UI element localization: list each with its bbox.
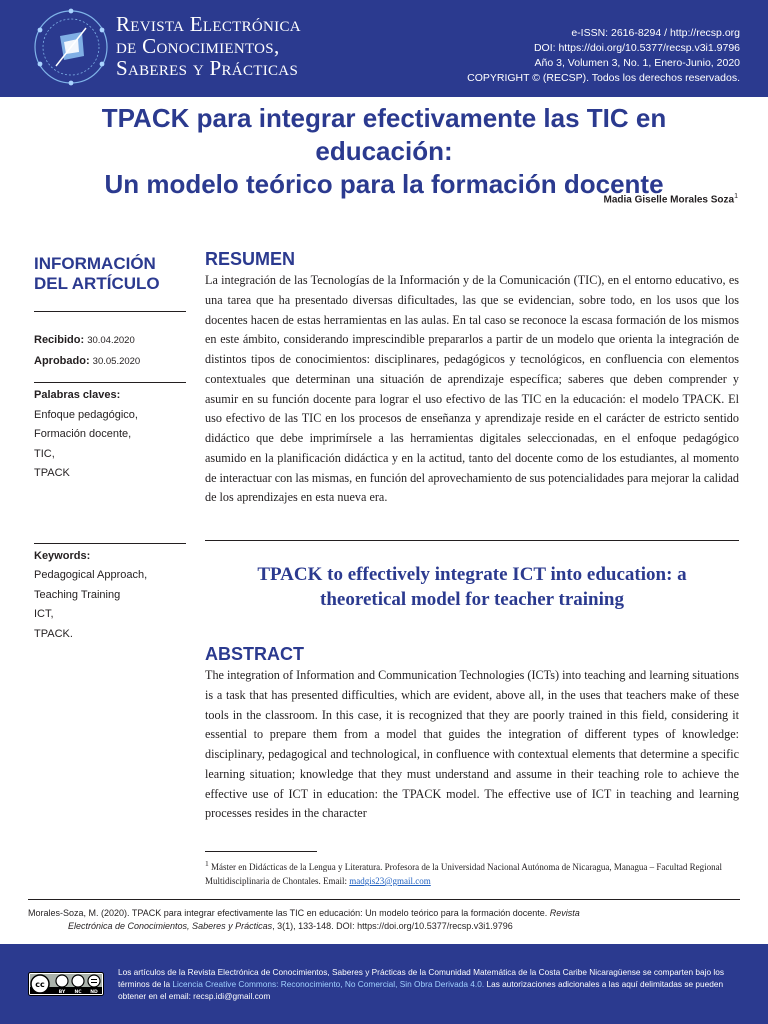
keywords-en-label: Keywords: xyxy=(34,549,91,562)
author-email-link[interactable]: madgis23@gmail.com xyxy=(349,876,431,886)
keyword: Pedagogical Approach, xyxy=(34,569,148,581)
journal-name-line: de Conocimientos, xyxy=(116,34,280,58)
journal-logo-icon xyxy=(30,6,112,88)
english-title-line: theoretical model for teacher training xyxy=(320,589,624,610)
divider xyxy=(205,540,739,541)
footnote-divider xyxy=(205,851,317,852)
citation-text: Morales-Soza, M. (2020). TPACK para integrar efectivamente las TIC en educación: Un modelo teórico para la formación docente. xyxy=(28,908,550,918)
approved-date xyxy=(34,351,186,372)
article-info-sidebar xyxy=(34,254,186,644)
received-value: 30.04.2020 xyxy=(87,335,135,346)
article-info-heading-line: INFORMACIÓN xyxy=(34,254,156,273)
keywords-es xyxy=(34,386,186,484)
article-title xyxy=(30,102,738,201)
keyword: TPACK. xyxy=(34,627,73,640)
divider xyxy=(34,543,186,544)
footnote xyxy=(205,857,739,888)
abstract-paragraph: The integration of Information and Communication Technologies (ICTs) into teaching and learning situations is a task that has presented difficulties, which are evident, above all, in the uses that teachers make of these tools in the classroom. In this case, it is recognized that they are poorly trained in this field, considering it essential to prepare them from a model that guides the integration of different types of knowledge: disciplinary, pedagogical and technological, in confluence with contextual elements that determine a specific learning situation; knowledge that they must understand and assume in their teaching role to achieve the effective use of ICT in education: the TPACK model. The effective use of ICT in teaching and learning processes resides in the character xyxy=(205,668,739,821)
journal-name-line: Revista Electrónica xyxy=(116,12,301,36)
keywords-en xyxy=(34,547,186,645)
approved-value: 30.05.2020 xyxy=(92,356,141,367)
cc-nd-label: ND xyxy=(90,990,98,995)
approved-label: Aprobado: xyxy=(34,355,90,367)
resumen-paragraph: La integración de las Tecnologías de la Información y de la Comunicación (TIC), en el entorno educativo, es una tarea que ha presentado diversas dificultades, las que se evidencian, sobre todo, en los usos que los docentes hacen de estas herramientas en las aulas. En tal caso se reconoce la escasa formación de los mismos en este ámbito, considerando imprescindible prepararlos a partir de un modelo que orienta la integración de distintos tipos de conocimientos: disciplinares, pedagógicos y tecnológicos, en confluencia con elementos contextuales que determinan una situación de aprendizaje específica; saberes que deben comprender y asumir en su función docente para lograr el uso efectivo de las TIC en la educación: el modelo TPACK. El uso efectivo de las TIC en los procesos de enseñanza y aprendizaje reside en el carácter de estricto sentido didáctico que debe imprimírsele a las herramientas digitales seleccionadas, en el enfoque pedagógico asumido en la planificación didáctica y en la actitud, tanto del docente como de los estudiantes, al momento de interactuar con las mismas, en función del aprovechamiento de sus potencialidades para mejorar la calidad de los aprendizajes en esta nueva era. xyxy=(205,273,740,505)
abstract-heading: ABSTRACT xyxy=(205,644,304,664)
cc-by-label: BY xyxy=(58,990,66,995)
issn-line: e-ISSN: 2616-8294 / http://recsp.org xyxy=(571,27,740,39)
citation xyxy=(28,907,740,933)
doi-line: DOI: https://doi.org/10.5377/recsp.v3i1.9796 xyxy=(533,42,740,54)
cc-label: cc xyxy=(35,980,45,989)
citation-doi: , 3(1), 133-148. DOI: https://doi.org/10.5377/recsp.v3i1.9796 xyxy=(272,921,513,931)
divider xyxy=(34,311,186,312)
journal-name-line: Saberes y Prácticas xyxy=(116,56,299,80)
article-title-line: TPACK para integrar efectivamente las TIC en educación: xyxy=(101,103,667,166)
journal-name xyxy=(116,13,301,79)
article-info-heading-line: DEL ARTÍCULO xyxy=(34,274,160,293)
copyright-line: COPYRIGHT © (RECSP). Todos los derechos reservados. xyxy=(467,72,740,84)
author-name-text: Madia Giselle Morales Soza xyxy=(603,194,735,206)
keyword: Teaching Training xyxy=(34,588,121,601)
keywords-es-label: Palabras claves: xyxy=(34,389,121,401)
resumen-heading: RESUMEN xyxy=(205,249,296,269)
citation-divider xyxy=(28,899,740,900)
keyword: Enfoque pedagógico, xyxy=(34,408,138,421)
issue-line: Año 3, Volumen 3, No. 1, Enero-Junio, 2020 xyxy=(534,57,740,69)
journal-meta xyxy=(467,26,740,86)
citation-line xyxy=(28,907,740,920)
article-title-line: Un modelo teórico para la formación docente xyxy=(104,169,664,199)
received-date xyxy=(34,330,186,351)
citation-journal: Revista xyxy=(549,908,580,918)
footnote-text: Máster en Didácticas de la Lengua y Literatura. Profesora de la Universidad Nacional Autónoma de Nicaragua, Managua – Facultad Regional Multidisciplinaria de Chontales. Email: xyxy=(205,862,723,886)
resumen-text xyxy=(205,271,739,508)
keyword: TPACK xyxy=(34,467,70,479)
abstract-text xyxy=(205,666,739,824)
license-post: Las autorizaciones adicionales a las aquí delimitadas se pueden obtener en el email: recsp.idi@gmail.com xyxy=(118,979,724,1001)
article-info-heading xyxy=(34,254,186,294)
cc-nc-label: NC xyxy=(74,990,82,995)
divider xyxy=(34,382,186,383)
received-label: Recibido: xyxy=(34,334,85,346)
keyword: TIC, xyxy=(34,447,55,460)
license-text xyxy=(118,966,740,1002)
keyword: Formación docente, xyxy=(34,428,132,440)
citation-journal: Electrónica de Conocimientos, Saberes y Prácticas xyxy=(68,921,273,931)
license-footer xyxy=(0,944,768,1024)
creative-commons-badge-icon[interactable] xyxy=(28,972,104,996)
journal-header xyxy=(0,0,768,97)
english-title xyxy=(205,562,739,612)
author-name xyxy=(603,193,738,205)
english-title-line: TPACK to effectively integrate ICT into education: a xyxy=(257,564,687,585)
license-pre: Los artículos de la Revista Electrónica de Conocimientos, Saberes y Prácticas de la Comunidad Matemática de la Costa Caribe Nicaragüense se comparten bajo los términos de la xyxy=(118,967,724,989)
license-link[interactable]: Licencia Creative Commons: Reconocimiento, No Comercial, Sin Obra Derivada 4.0. xyxy=(172,979,485,989)
keyword: ICT, xyxy=(34,608,54,620)
author-footnote-mark: 1 xyxy=(734,193,738,200)
citation-line xyxy=(28,920,740,933)
footnote-mark: 1 xyxy=(205,859,209,868)
